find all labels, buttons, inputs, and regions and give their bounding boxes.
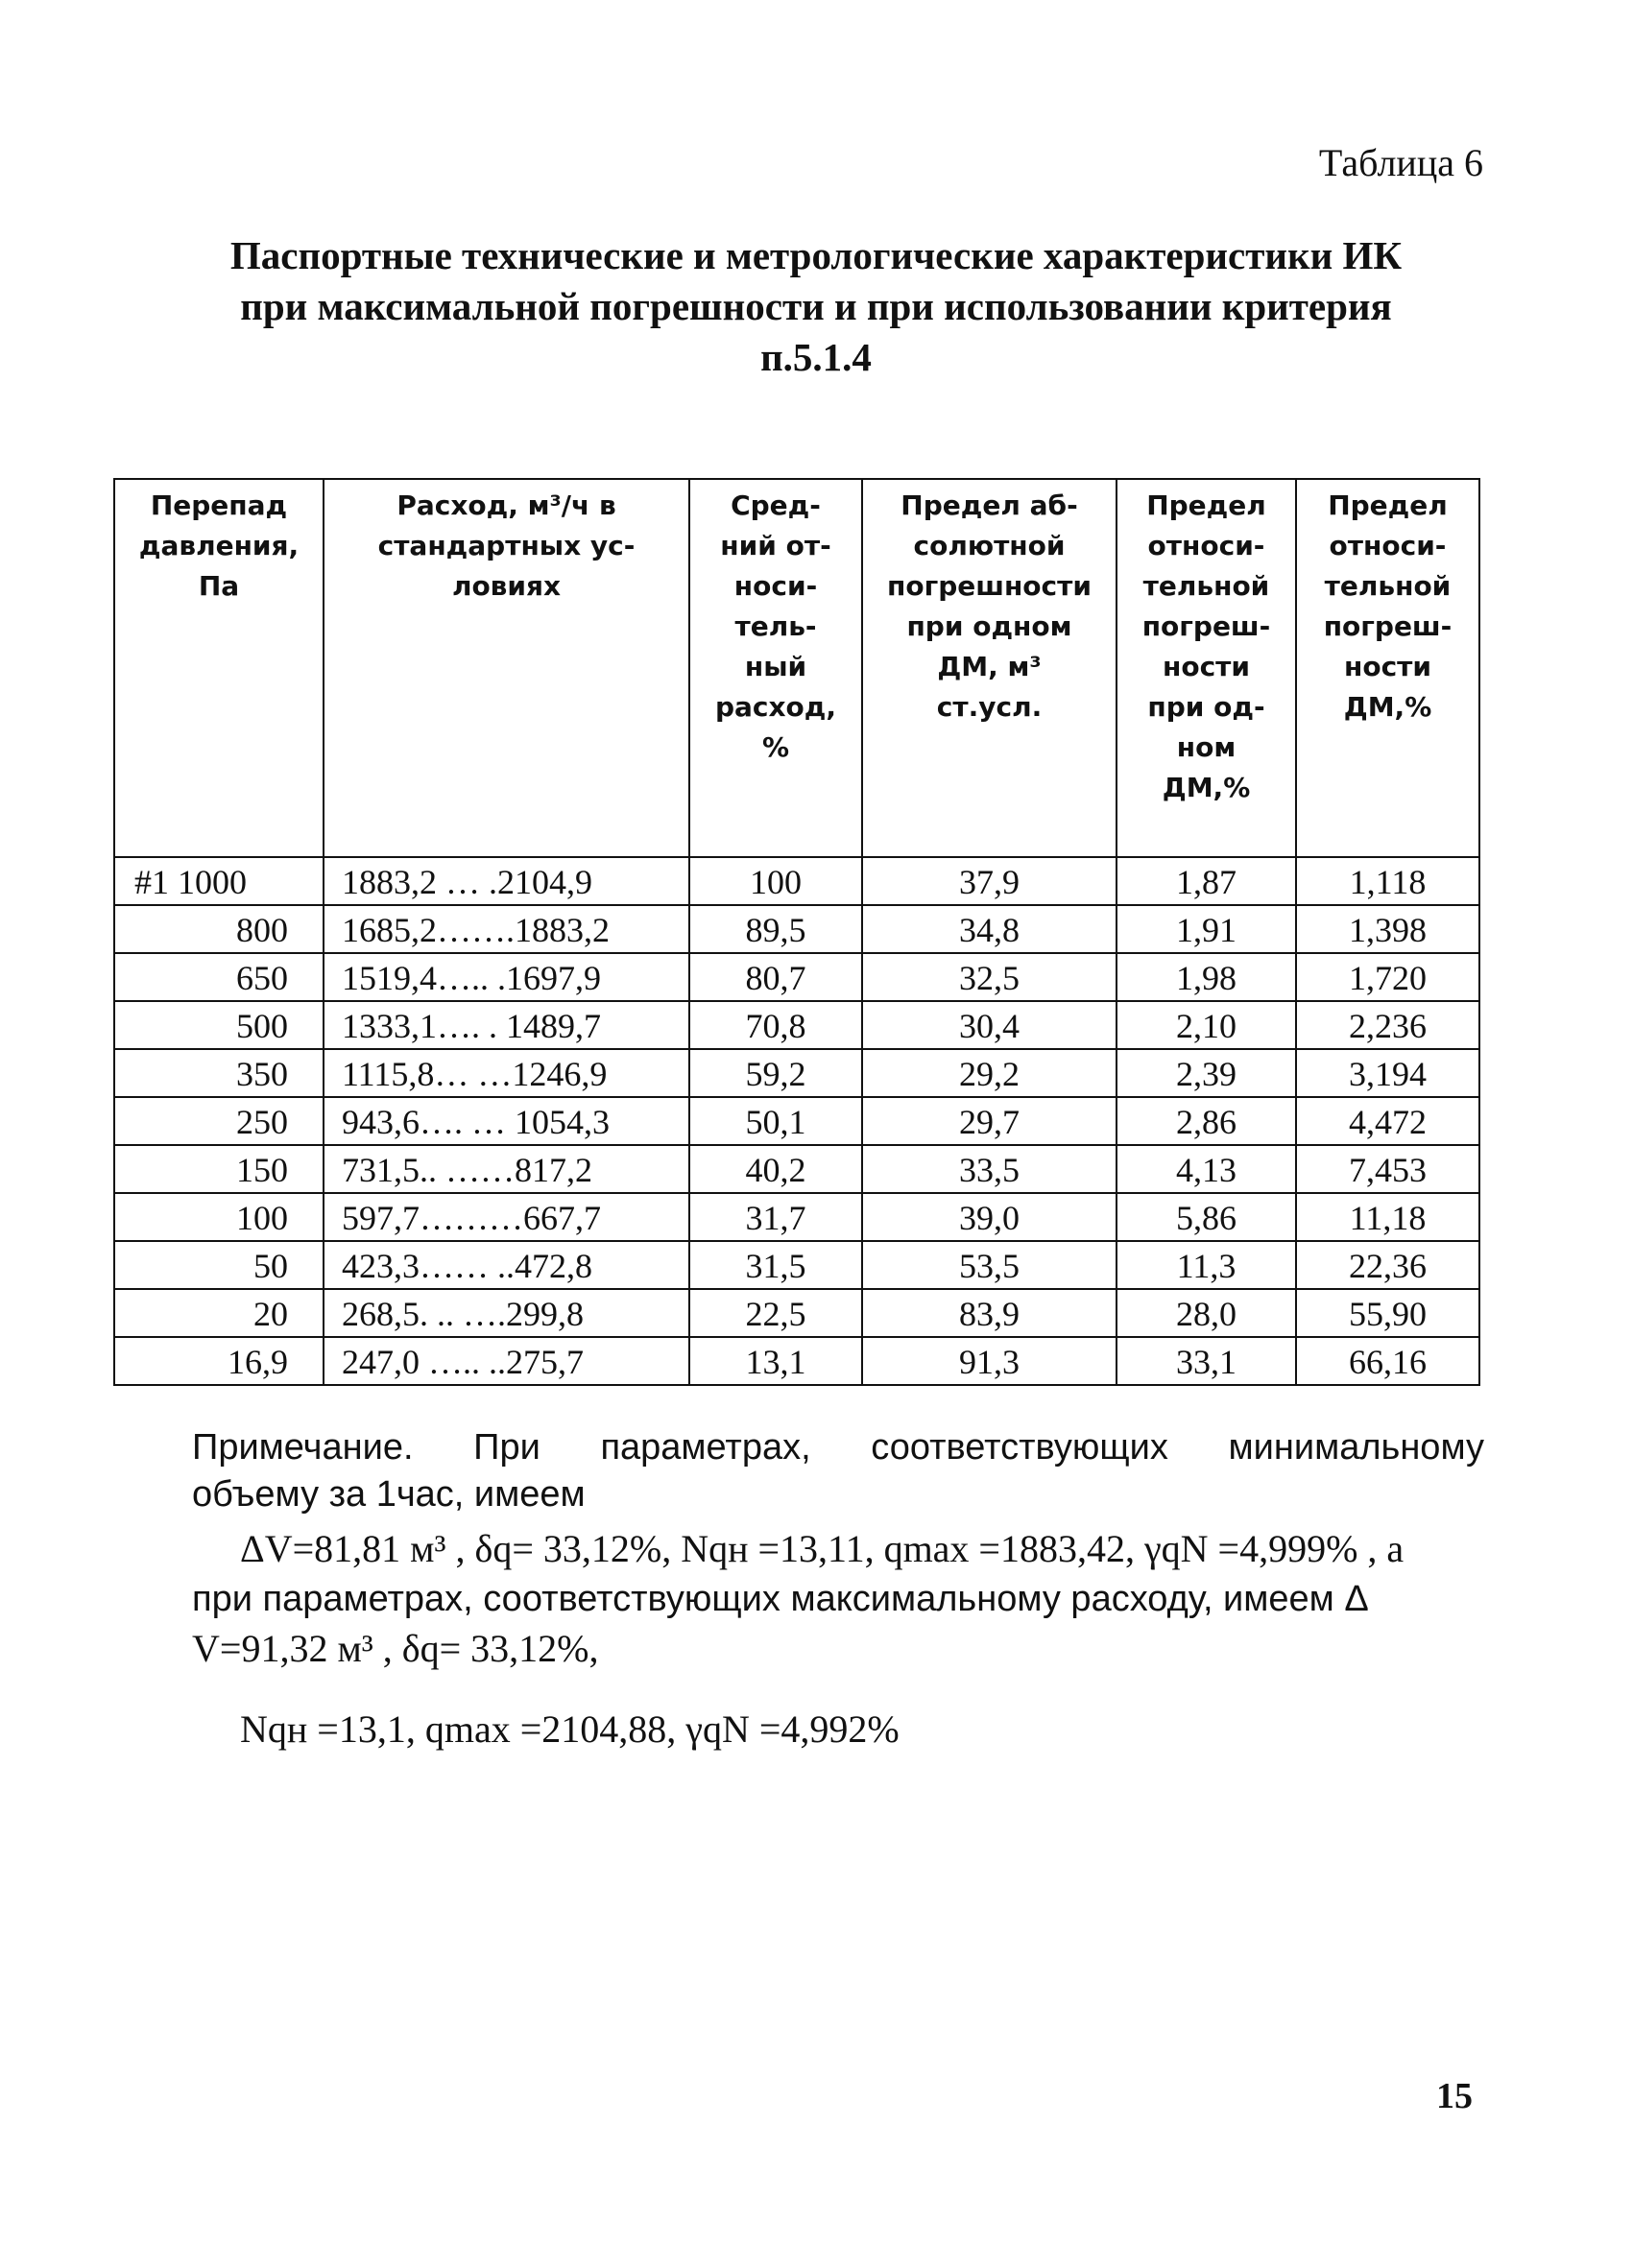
table-cell: 2,10 bbox=[1117, 1001, 1296, 1049]
table-cell: 34,8 bbox=[862, 905, 1117, 953]
table-cell: 89,5 bbox=[689, 905, 862, 953]
table-cell: 16,9 bbox=[114, 1337, 324, 1385]
table-cell: 40,2 bbox=[689, 1145, 862, 1193]
formula-line-1: ΔV=81,81 м³ , δq= 33,12%, Nqн =13,11, qmax =1883,42, γqN =4,999% , а bbox=[240, 1527, 1405, 1570]
formula-line-2: при параметрах, соответствующих максимальному расходу, имеем Δ bbox=[192, 1579, 1369, 1619]
header-flow-rate: Расход, м³/ч в стандартных ус- ловиях bbox=[324, 479, 689, 857]
table-cell: 3,194 bbox=[1296, 1049, 1479, 1097]
table-cell: 20 bbox=[114, 1289, 324, 1337]
table-cell: 50 bbox=[114, 1241, 324, 1289]
table-cell: 53,5 bbox=[862, 1241, 1117, 1289]
table-cell: 5,86 bbox=[1117, 1193, 1296, 1241]
table-cell: 2,236 bbox=[1296, 1001, 1479, 1049]
table-cell: 1685,2…….1883,2 bbox=[324, 905, 689, 953]
table-cell: 423,3…… ..472,8 bbox=[324, 1241, 689, 1289]
table-row bbox=[114, 1289, 1479, 1337]
table-cell: 350 bbox=[114, 1049, 324, 1097]
table-row bbox=[114, 1001, 1479, 1049]
table-cell: 500 bbox=[114, 1001, 324, 1049]
table-cell: 29,7 bbox=[862, 1097, 1117, 1145]
table-row bbox=[114, 1097, 1479, 1145]
table-cell: 33,1 bbox=[1117, 1337, 1296, 1385]
table-cell: 30,4 bbox=[862, 1001, 1117, 1049]
table-cell: 150 bbox=[114, 1145, 324, 1193]
table-cell: 1883,2 … .2104,9 bbox=[324, 857, 689, 905]
table-cell: 1,91 bbox=[1117, 905, 1296, 953]
table-cell: #1 1000 bbox=[114, 857, 324, 905]
heading-line-1: Паспортные технические и метрологические характеристики ИК bbox=[229, 233, 1403, 277]
table-cell: 1,87 bbox=[1117, 857, 1296, 905]
table-heading bbox=[134, 230, 1498, 383]
table-cell: 650 bbox=[114, 953, 324, 1001]
table-cell: 268,5. .. ….299,8 bbox=[324, 1289, 689, 1337]
table-cell: 11,18 bbox=[1296, 1193, 1479, 1241]
table-row bbox=[114, 857, 1479, 905]
table-cell: 4,13 bbox=[1117, 1145, 1296, 1193]
table-row bbox=[114, 1145, 1479, 1193]
heading-line-2: при максимальной погрешности и при использовании критерия bbox=[240, 284, 1392, 328]
note-line-1: Примечание. При параметрах, соответствующих минимальному bbox=[192, 1427, 1484, 1468]
table-row bbox=[114, 1049, 1479, 1097]
table-cell: 1333,1…. . 1489,7 bbox=[324, 1001, 689, 1049]
table-cell: 1115,8… …1246,9 bbox=[324, 1049, 689, 1097]
table-cell: 2,39 bbox=[1117, 1049, 1296, 1097]
table-cell: 50,1 bbox=[689, 1097, 862, 1145]
table-cell: 22,36 bbox=[1296, 1241, 1479, 1289]
note-block bbox=[192, 1424, 1484, 1522]
table-cell: 731,5.. ……817,2 bbox=[324, 1145, 689, 1193]
table-cell: 22,5 bbox=[689, 1289, 862, 1337]
table-cell: 37,9 bbox=[862, 857, 1117, 905]
table-cell: 33,5 bbox=[862, 1145, 1117, 1193]
table-cell: 83,9 bbox=[862, 1289, 1117, 1337]
table-cell: 11,3 bbox=[1117, 1241, 1296, 1289]
table-cell: 4,472 bbox=[1296, 1097, 1479, 1145]
table-label: Таблица 6 bbox=[1318, 141, 1483, 184]
formula-block-1 bbox=[192, 1524, 1484, 1674]
table-row bbox=[114, 1241, 1479, 1289]
table-cell: 31,7 bbox=[689, 1193, 862, 1241]
page-number: 15 bbox=[1436, 2076, 1473, 2116]
table-cell: 100 bbox=[114, 1193, 324, 1241]
table-cell: 39,0 bbox=[862, 1193, 1117, 1241]
table-cell: 32,5 bbox=[862, 953, 1117, 1001]
table-cell: 247,0 ….. ..275,7 bbox=[324, 1337, 689, 1385]
formula-line-3: V=91,32 м³ , δq= 33,12%, bbox=[192, 1627, 599, 1670]
table-cell: 70,8 bbox=[689, 1001, 862, 1049]
table-cell: 1,720 bbox=[1296, 953, 1479, 1001]
table-cell: 29,2 bbox=[862, 1049, 1117, 1097]
table-header-row bbox=[114, 479, 1479, 857]
table-row bbox=[114, 1193, 1479, 1241]
table-row bbox=[114, 905, 1479, 953]
header-relative-error-one-dm: Предел относи- тельной погреш- ности при од- ном ДМ,% bbox=[1117, 479, 1296, 857]
note-line-2: объему за 1час, имеем bbox=[192, 1474, 586, 1515]
table-row bbox=[114, 953, 1479, 1001]
header-relative-error-dm: Предел относи- тельной погреш- ности ДМ,% bbox=[1296, 479, 1479, 857]
table-cell: 7,453 bbox=[1296, 1145, 1479, 1193]
table-cell: 800 bbox=[114, 905, 324, 953]
table-cell: 31,5 bbox=[689, 1241, 862, 1289]
table-cell: 66,16 bbox=[1296, 1337, 1479, 1385]
table-cell: 943,6…. … 1054,3 bbox=[324, 1097, 689, 1145]
table-cell: 597,7………667,7 bbox=[324, 1193, 689, 1241]
table-cell: 250 bbox=[114, 1097, 324, 1145]
table-cell: 55,90 bbox=[1296, 1289, 1479, 1337]
table-cell: 1519,4….. .1697,9 bbox=[324, 953, 689, 1001]
header-absolute-error-limit: Предел аб- солютной погрешности при одном ДМ, м³ ст.усл. bbox=[862, 479, 1117, 857]
characteristics-table bbox=[113, 478, 1480, 1386]
table-cell: 59,2 bbox=[689, 1049, 862, 1097]
formula-block-2: Nqн =13,1, qmax =2104,88, γqN =4,992% bbox=[240, 1707, 900, 1751]
table-cell: 13,1 bbox=[689, 1337, 862, 1385]
table-row bbox=[114, 1337, 1479, 1385]
header-average-relative-flow: Сред- ний от- носи- тель- ный расход, % bbox=[689, 479, 862, 857]
table-cell: 2,86 bbox=[1117, 1097, 1296, 1145]
table-cell: 80,7 bbox=[689, 953, 862, 1001]
table-body bbox=[114, 857, 1479, 1385]
table-cell: 91,3 bbox=[862, 1337, 1117, 1385]
heading-line-3: п.5.1.4 bbox=[760, 335, 872, 379]
table-cell: 1,98 bbox=[1117, 953, 1296, 1001]
table-cell: 1,118 bbox=[1296, 857, 1479, 905]
table-cell: 1,398 bbox=[1296, 905, 1479, 953]
table-cell: 100 bbox=[689, 857, 862, 905]
table-cell: 28,0 bbox=[1117, 1289, 1296, 1337]
header-pressure-drop: Перепад давления, Па bbox=[114, 479, 324, 857]
